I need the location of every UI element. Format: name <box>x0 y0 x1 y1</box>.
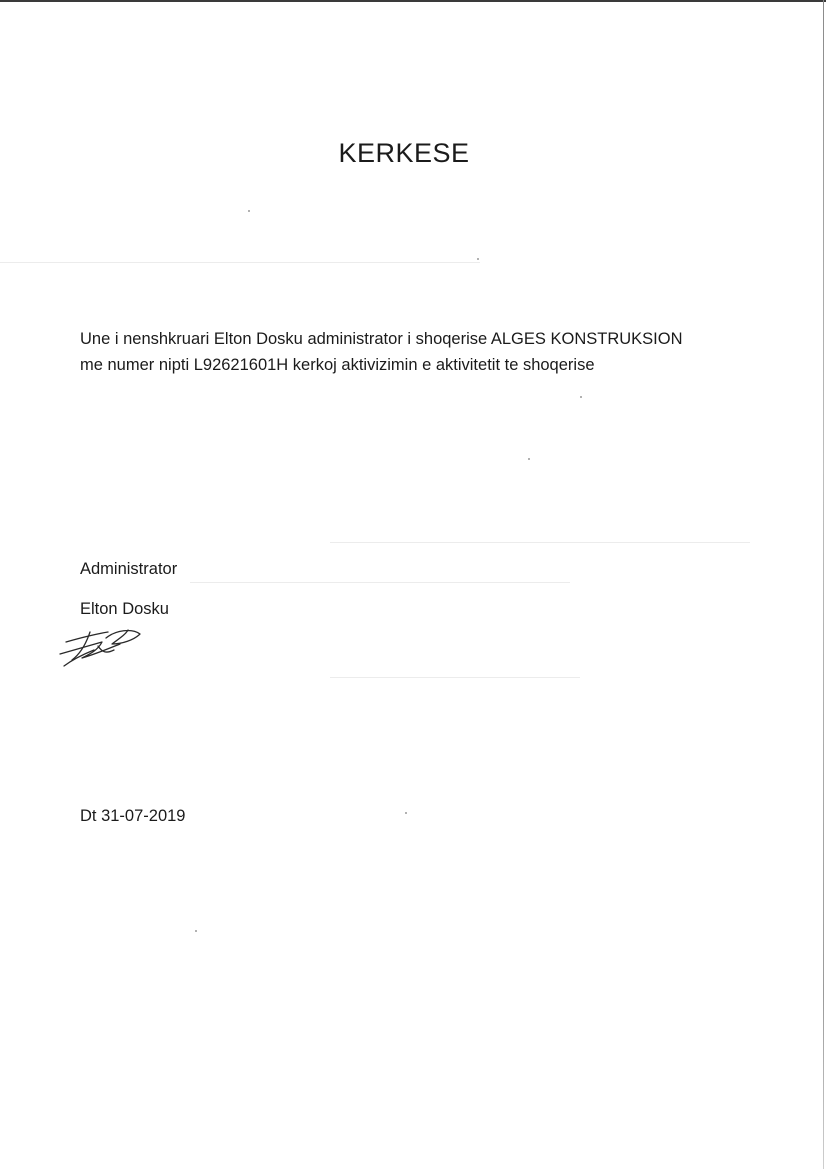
scan-speck <box>528 458 530 460</box>
signatory-role: Administrator <box>80 560 178 578</box>
scan-line <box>0 262 480 263</box>
scan-speck <box>477 258 479 260</box>
document-date: Dt 31-07-2019 <box>80 807 186 825</box>
scan-speck <box>248 210 250 212</box>
handwritten-signature-icon <box>58 624 148 670</box>
scan-top-edge <box>0 0 826 2</box>
scan-speck <box>580 396 582 398</box>
document-title: KERKESE <box>338 138 470 168</box>
scan-speck <box>195 930 197 932</box>
body-line: me numer nipti L92621601H kerkoj aktivizimin e aktivitetit te shoqerise <box>80 356 595 374</box>
scan-speck <box>405 812 407 814</box>
scan-right-edge <box>823 0 824 1169</box>
scan-line <box>330 677 580 678</box>
signatory-name: Elton Dosku <box>80 600 169 618</box>
body-line: Une i nenshkruari Elton Dosku administrator i shoqerise ALGES KONSTRUKSION <box>80 330 683 348</box>
scan-line <box>330 542 750 543</box>
scan-line <box>190 582 570 583</box>
request-body <box>80 326 740 378</box>
